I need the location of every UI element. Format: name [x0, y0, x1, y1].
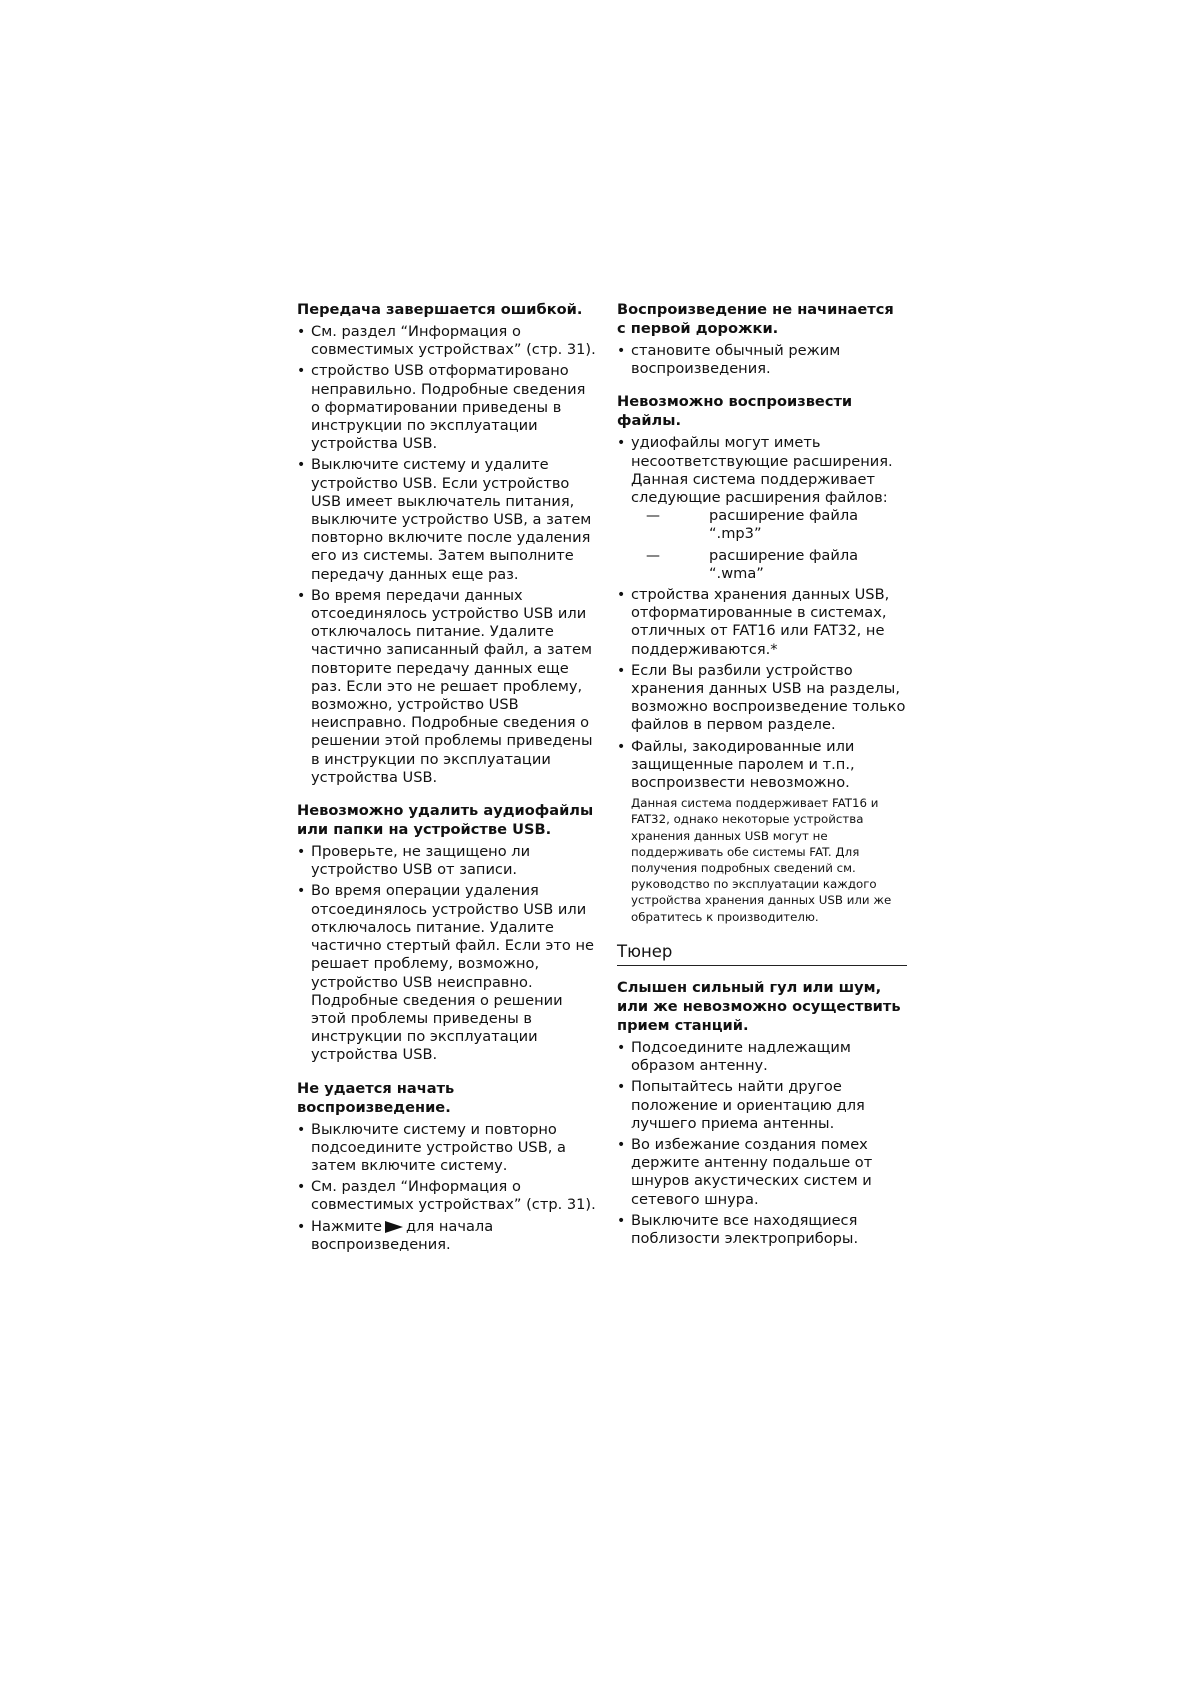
list-item: • Во время передачи данных отсоединялось устройство USB или отключалось питание. Удалите частично записанный файл, а затем повторите передачу данных еще раз. Если это не решает проблему, возможно, устройство USB неисправно. Подробные сведения о решении этой проблемы приведены в инструкции по эксплуатации устройства USB.	[297, 587, 597, 787]
play-text-after: для начала воспроизведения.	[311, 1217, 494, 1253]
left-column	[297, 300, 597, 1268]
bullet-list	[297, 1121, 597, 1254]
list-item-play	[297, 1218, 597, 1254]
section-heading: Передача завершается ошибкой.	[297, 301, 583, 318]
right-column	[617, 300, 907, 1262]
extension-list	[631, 507, 907, 583]
list-item: • Во время операции удаления отсоединялось устройство USB или отключалось питание. Удалите частично стертый файл. Если это не решает проблему, возможно, устройство USB неисправно. Подробные сведения о решении этой проблемы приведены в инструкции по эксплуатации устройства USB.	[297, 882, 597, 1064]
section-transfer-error	[297, 300, 597, 787]
list-item: • См. раздел “Информация о совместимых устройствах” (стр. 31).	[297, 323, 597, 359]
section-heading: Слышен сильный гул или шум, или же невозможно осуществить прием станций.	[617, 978, 901, 1034]
section-cannot-start-playback	[297, 1079, 597, 1254]
bullet-list	[617, 434, 907, 792]
bullet-list	[297, 323, 597, 787]
list-item: • становите обычный режим воспроизведения.	[617, 342, 907, 378]
list-item: • Выключите систему и повторно подсоедините устройство USB, а затем включите систему.	[297, 1121, 597, 1176]
section-tuner-noise	[617, 978, 907, 1248]
list-item-text: удиофайлы могут иметь несоответствующие расширения. Данная система поддерживает следующие расширения файлов:	[631, 434, 893, 507]
list-item: • Выключите систему и удалите устройство USB. Если устройство USB имеет выключатель питания, выключите устройство USB, а затем повторно включите после удаления его из системы. Затем выполните передачу данных еще раз.	[297, 456, 597, 583]
list-item: • Проверьте, не защищено ли устройство USB от записи.	[297, 843, 597, 879]
list-item: • Подсоедините надлежащим образом антенну.	[617, 1039, 907, 1075]
section-heading: Не удается начать воспроизведение.	[297, 1079, 455, 1116]
list-item: • Если Вы разбили устройство хранения данных USB на разделы, возможно воспроизведение только файлов в первом разделе.	[617, 662, 907, 735]
section-heading: Невозможно удалить аудиофайлы или папки на устройстве USB.	[297, 802, 594, 839]
section-not-first-track	[617, 300, 907, 378]
list-item: • стройство USB отформатировано неправильно. Подробные сведения о форматировании приведены в инструкции по эксплуатации устройства USB.	[297, 362, 597, 453]
list-item: • Файлы, закодированные или защищенные паролем и т.п., воспроизвести невозможно.	[617, 738, 907, 793]
list-item: • Выключите все находящиеся поблизости электроприборы.	[617, 1212, 907, 1248]
extension-item: — расширение файла “.mp3”	[631, 507, 907, 543]
list-item: • Во избежание создания помех держите антенну подальше от шнуров акустических систем и сетевого шнура.	[617, 1136, 907, 1209]
section-cannot-delete	[297, 801, 597, 1064]
bullet-list	[617, 1039, 907, 1248]
footnote: Данная система поддерживает FAT16 и FAT32, однако некоторые устройства хранения данных USB могут не поддерживать обе системы FAT. Для получения подробных сведений см. руководство по эксплуатации каждого устройства хранения данных USB или же обратитесь к производителю.	[631, 796, 892, 924]
list-item: • стройства хранения данных USB, отформатированные в системах, отличных от FAT16 или FAT32, не поддерживаются.*	[617, 586, 907, 659]
list-item	[617, 434, 907, 583]
bullet-list	[297, 843, 597, 1064]
bullet-list	[617, 342, 907, 378]
play-text-before: Нажмите	[311, 1217, 383, 1235]
play-icon	[385, 1221, 403, 1233]
extension-item: — расширение файла “.wma”	[631, 547, 907, 583]
list-item: • См. раздел “Информация о совместимых устройствах” (стр. 31).	[297, 1178, 597, 1214]
tuner-section-title: Тюнер	[617, 941, 907, 966]
section-cannot-play-files	[617, 392, 907, 924]
section-heading: Воспроизведение не начинается с первой дорожки.	[617, 301, 894, 337]
list-item: • Попытайтесь найти другое положение и ориентацию для лучшего приема антенны.	[617, 1078, 907, 1133]
section-heading: Невозможно воспроизвести файлы.	[617, 393, 853, 430]
